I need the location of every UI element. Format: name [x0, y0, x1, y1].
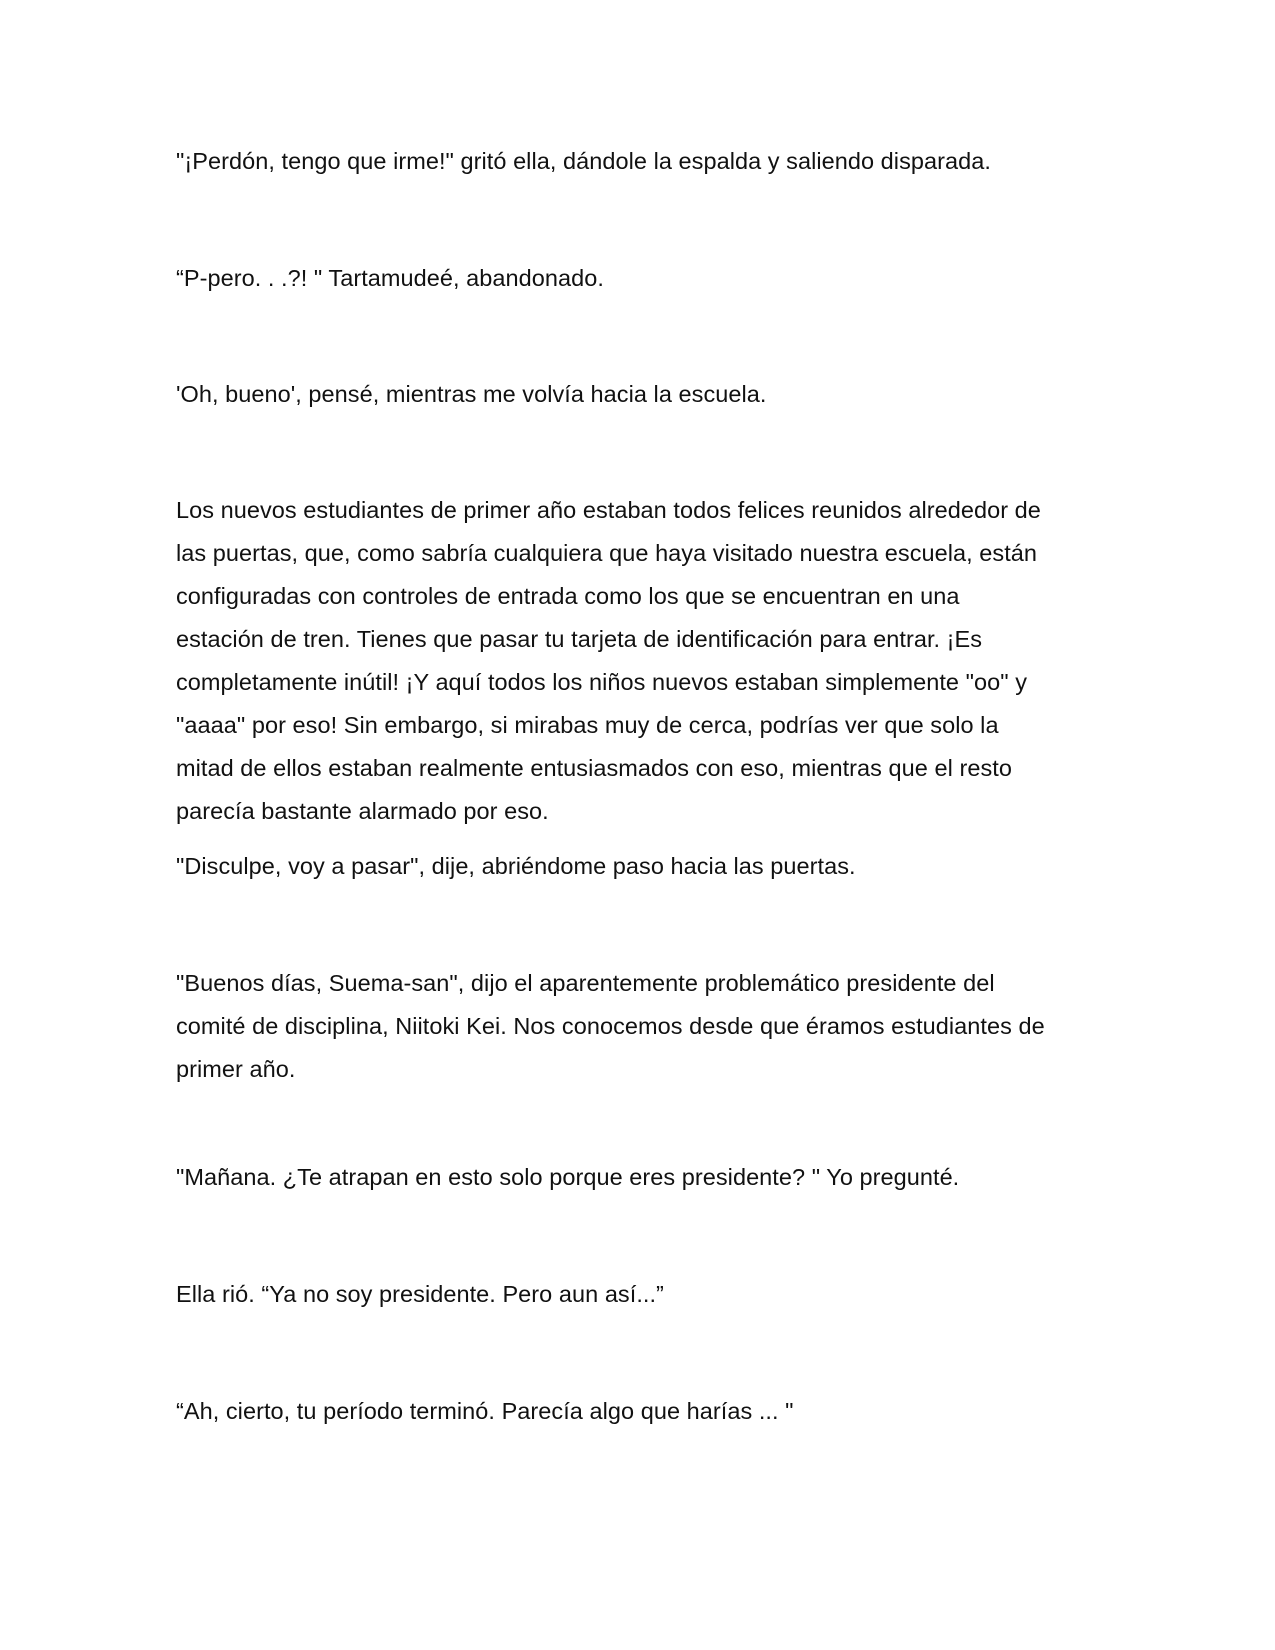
paragraph-5 — [176, 845, 1106, 888]
text-line: "¡Perdón, tengo que irme!" gritó ella, dándole la espalda y saliendo disparada. — [176, 148, 991, 174]
text-line: primer año. — [176, 1056, 296, 1082]
text-line: "aaaa" por eso! Sin embargo, si mirabas muy de cerca, podrías ver que solo la — [176, 712, 999, 738]
paragraph-7 — [176, 1156, 1106, 1199]
paragraph-8 — [176, 1273, 1106, 1316]
text-line: configuradas con controles de entrada como los que se encuentran en una — [176, 583, 960, 609]
text-line: mitad de ellos estaban realmente entusiasmados con eso, mientras que el resto — [176, 755, 1012, 781]
text-line: parecía bastante alarmado por eso. — [176, 798, 549, 824]
paragraph-3 — [176, 373, 1106, 416]
text-line: "Disculpe, voy a pasar", dije, abriéndome paso hacia las puertas. — [176, 853, 856, 879]
text-line: comité de disciplina, Niitoki Kei. Nos conocemos desde que éramos estudiantes de — [176, 1013, 1045, 1039]
paragraph-9 — [176, 1390, 1106, 1433]
text-line: "Mañana. ¿Te atrapan en esto solo porque eres presidente? " Yo pregunté. — [176, 1164, 960, 1190]
text-line: estación de tren. Tienes que pasar tu tarjeta de identificación para entrar. ¡Es — [176, 626, 983, 652]
paragraph-1 — [176, 140, 1106, 183]
text-line: 'Oh, bueno', pensé, mientras me volvía hacia la escuela. — [176, 381, 767, 407]
text-line: Los nuevos estudiantes de primer año estaban todos felices reunidos alrededor de — [176, 497, 1041, 523]
text-line: "Buenos días, Suema-san", dijo el aparentemente problemático presidente del — [176, 970, 995, 996]
paragraph-4 — [176, 489, 1106, 833]
paragraph-6 — [176, 962, 1106, 1091]
text-line: “Ah, cierto, tu período terminó. Parecía algo que harías ... " — [176, 1398, 794, 1424]
text-line: Ella rió. “Ya no soy presidente. Pero aun así...” — [176, 1281, 664, 1307]
text-line: completamente inútil! ¡Y aquí todos los niños nuevos estaban simplemente "oo" y — [176, 669, 1028, 695]
text-line: “P-pero. . .?! " Tartamudeé, abandonado. — [176, 265, 604, 291]
paragraph-2 — [176, 257, 1106, 300]
text-line: las puertas, que, como sabría cualquiera que haya visitado nuestra escuela, están — [176, 540, 1038, 566]
